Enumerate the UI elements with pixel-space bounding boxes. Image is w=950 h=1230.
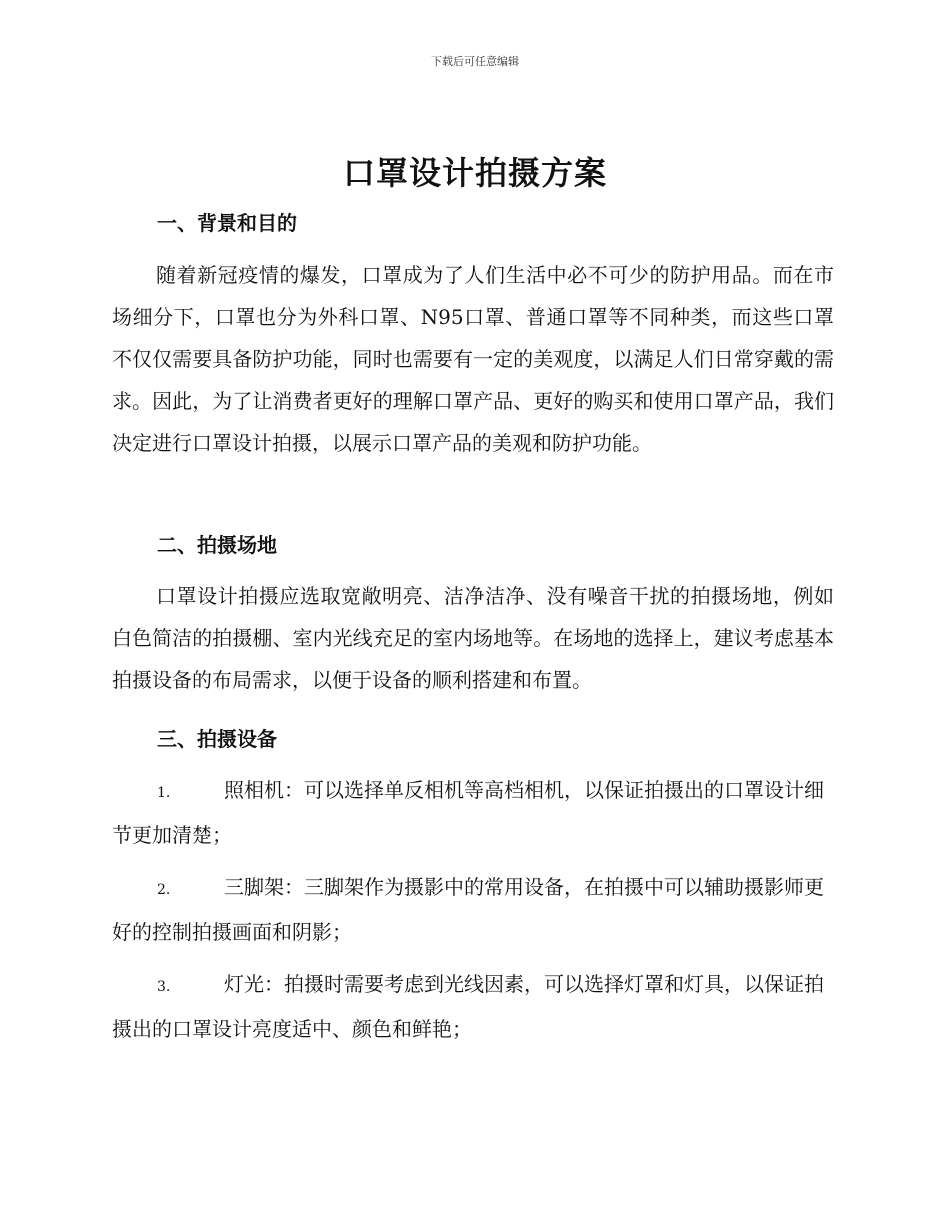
section-heading-equipment: 三、拍摄设备 <box>157 727 277 751</box>
header-note: 下载后可任意编辑 <box>431 55 519 68</box>
section-paragraph-venue: 口罩设计拍摄应选取宽敞明亮、洁净洁净、没有噪音干扰的拍摄场地，例如白色简洁的拍摄棚、室内光线充足的室内场地等。在场地的选择上，建议考虑基本拍摄设备的布局需求，以便于设备的顺利搭建和布置。 <box>112 584 834 692</box>
list-item-number: 3. <box>157 979 171 995</box>
list-item <box>112 866 834 953</box>
document-title: 口罩设计拍摄方案 <box>342 154 607 192</box>
list-item-number: 1. <box>157 785 171 801</box>
section-heading-venue: 二、拍摄场地 <box>157 533 277 557</box>
list-item-text: 灯光：拍摄时需要考虑到光线因素，可以选择灯罩和灯具，以保证拍摄出的口罩设计亮度适中、颜色和鲜艳； <box>112 972 824 1041</box>
section-heading-background: 一、背景和目的 <box>157 211 297 235</box>
list-item <box>112 769 834 856</box>
list-item-text: 照相机：可以选择单反相机等高档相机，以保证拍摄出的口罩设计细节更加清楚； <box>112 778 824 847</box>
list-item <box>112 963 834 1050</box>
section-paragraph-background: 随着新冠疫情的爆发，口罩成为了人们生活中必不可少的防护用品。而在市场细分下，口罩也分为外科口罩、N95口罩、普通口罩等不同种类，而这些口罩不仅仅需要具备防护功能，同时也需要有一定的美观度，以满足人们日常穿戴的需求。因此，为了让消费者更好的理解口罩产品、更好的购买和使用口罩产品，我们决定进行口罩设计拍摄，以展示口罩产品的美观和防护功能。 <box>112 263 834 455</box>
list-item-number: 2. <box>157 882 171 898</box>
list-item-text: 三脚架：三脚架作为摄影中的常用设备，在拍摄中可以辅助摄影师更好的控制拍摄画面和阴影； <box>112 875 824 944</box>
